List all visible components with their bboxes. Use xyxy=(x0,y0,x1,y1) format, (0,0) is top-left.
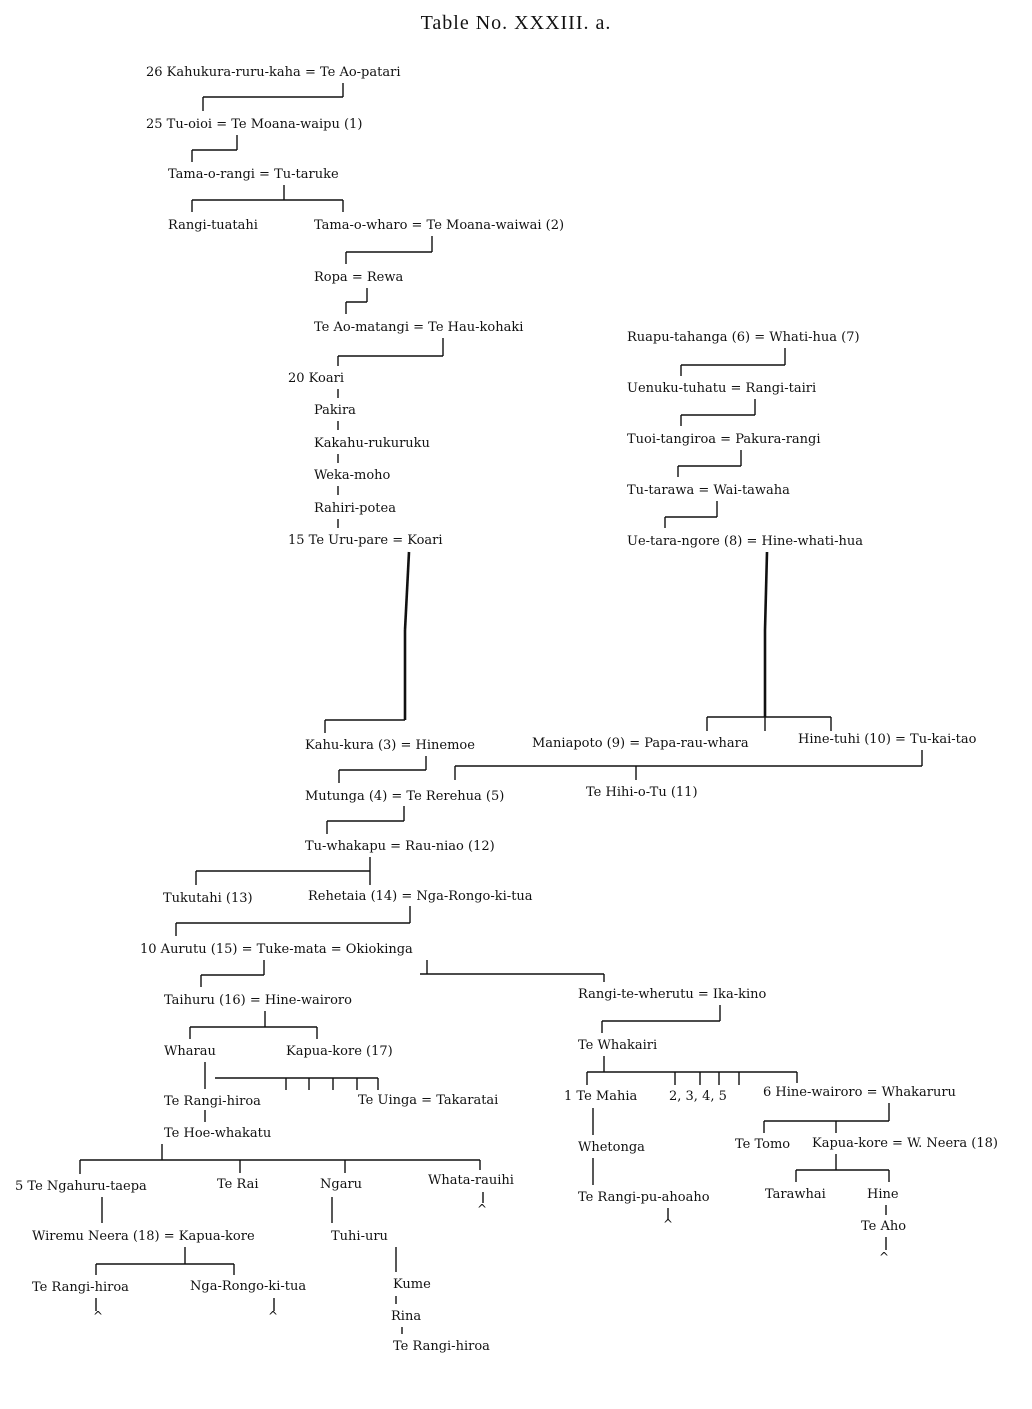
node-hine: Hine xyxy=(867,1187,899,1202)
node-te-rai: Te Rai xyxy=(217,1177,259,1192)
continuation-caret-te-rangi-pu-ahoaho: ^ xyxy=(663,1217,674,1231)
node-te-rangi-hiroa-3: Te Rangi-hiroa xyxy=(393,1339,490,1354)
node-te-mahia: 1 Te Mahia xyxy=(564,1089,638,1104)
node-te-hihi-o-tu: Te Hihi-o-Tu (11) xyxy=(586,785,698,800)
node-kahukura-ruru-kaha: 26 Kahukura-ruru-kaha = Te Ao-patari xyxy=(146,65,401,80)
node-te-rangi-hiroa-2: Te Rangi-hiroa xyxy=(32,1280,129,1295)
node-te-rangi-pu-ahoaho: Te Rangi-pu-ahoaho xyxy=(578,1190,710,1205)
node-te-uinga: Te Uinga = Takaratai xyxy=(358,1093,499,1108)
node-wiremu-neera: Wiremu Neera (18) = Kapua-kore xyxy=(32,1229,255,1244)
node-ngaru: Ngaru xyxy=(320,1177,363,1192)
node-te-aho: Te Aho xyxy=(861,1219,907,1234)
node-rangi-tuatahi: Rangi-tuatahi xyxy=(168,218,258,233)
node-taihuru: Taihuru (16) = Hine-wairoro xyxy=(164,993,352,1008)
node-tama-o-wharo: Tama-o-wharo = Te Moana-waiwai (2) xyxy=(314,218,565,233)
page-title: Table No. XXXIII. a. xyxy=(420,12,612,34)
node-rangi-te-wherutu: Rangi-te-wherutu = Ika-kino xyxy=(578,987,767,1002)
descent-line xyxy=(405,552,409,630)
node-ue-tara-ngore: Ue-tara-ngore (8) = Hine-whati-hua xyxy=(627,534,863,549)
continuation-caret-te-rangi-hiroa: ^ xyxy=(93,1309,104,1323)
node-kapua-kore-17: Kapua-kore (17) xyxy=(286,1044,393,1059)
node-koari-20: 20 Koari xyxy=(288,371,344,386)
node-tama-o-rangi: Tama-o-rangi = Tu-taruke xyxy=(168,167,339,182)
node-whetonga: Whetonga xyxy=(578,1140,645,1155)
node-maniapoto: Maniapoto (9) = Papa-rau-whara xyxy=(532,736,749,751)
node-weka-moho: Weka-moho xyxy=(314,468,391,483)
node-hine-wairoro-6: 6 Hine-wairoro = Whakaruru xyxy=(763,1085,956,1100)
node-te-rangi-hiroa-1: Te Rangi-hiroa xyxy=(164,1094,261,1109)
node-siblings-2-5: 2, 3, 4, 5 xyxy=(669,1089,727,1104)
node-te-hoe-whakatu: Te Hoe-whakatu xyxy=(164,1126,272,1141)
node-tuhi-uru: Tuhi-uru xyxy=(331,1229,388,1244)
node-te-tomo: Te Tomo xyxy=(735,1137,791,1152)
node-whata-rauihi: Whata-rauihi xyxy=(428,1173,514,1188)
node-tu-whakapu: Tu-whakapu = Rau-niao (12) xyxy=(305,839,495,854)
node-te-ngahuru-taepa: 5 Te Ngahuru-taepa xyxy=(15,1179,147,1194)
connector-lines xyxy=(80,83,922,1334)
node-ropa: Ropa = Rewa xyxy=(314,270,404,285)
node-tuoi-tangiroa: Tuoi-tangiroa = Pakura-rangi xyxy=(627,432,821,447)
node-tukutahi: Tukutahi (13) xyxy=(163,891,253,906)
continuation-caret-nga-rongo-ki-tua: ^ xyxy=(268,1309,279,1323)
node-kume: Kume xyxy=(393,1277,431,1292)
continuation-caret-te-aho: ^ xyxy=(879,1250,890,1264)
node-wharau: Wharau xyxy=(164,1044,216,1059)
node-mutunga: Mutunga (4) = Te Rerehua (5) xyxy=(305,789,505,804)
node-hine-tuhi: Hine-tuhi (10) = Tu-kai-tao xyxy=(798,732,977,747)
node-kapua-kore-18: Kapua-kore = W. Neera (18) xyxy=(812,1136,998,1151)
node-rahiri-potea: Rahiri-potea xyxy=(314,501,396,516)
descent-line xyxy=(765,552,767,630)
node-ruapu-tahanga: Ruapu-tahanga (6) = Whati-hua (7) xyxy=(627,330,860,345)
node-rehetaia: Rehetaia (14) = Nga-Rongo-ki-tua xyxy=(308,889,533,904)
node-tu-oioi: 25 Tu-oioi = Te Moana-waipu (1) xyxy=(146,117,363,132)
node-aurutu: 10 Aurutu (15) = Tuke-mata = Okiokinga xyxy=(140,942,413,957)
node-tarawhai: Tarawhai xyxy=(765,1187,826,1202)
node-pakira: Pakira xyxy=(314,403,356,418)
node-kakahu-rukuruku: Kakahu-rukuruku xyxy=(314,436,430,451)
node-nga-rongo-ki-tua: Nga-Rongo-ki-tua xyxy=(190,1279,307,1294)
node-te-uru-pare: 15 Te Uru-pare = Koari xyxy=(288,533,443,548)
node-te-whakairi: Te Whakairi xyxy=(578,1038,658,1053)
node-rina: Rina xyxy=(391,1309,422,1324)
node-kahu-kura: Kahu-kura (3) = Hinemoe xyxy=(305,738,475,753)
node-tu-tarawa: Tu-tarawa = Wai-tawaha xyxy=(627,483,790,498)
node-uenuku-tuhatu: Uenuku-tuhatu = Rangi-tairi xyxy=(627,381,817,396)
node-te-ao-matangi: Te Ao-matangi = Te Hau-kohaki xyxy=(314,320,524,335)
continuation-caret-whata-rauihi: ^ xyxy=(477,1202,488,1216)
